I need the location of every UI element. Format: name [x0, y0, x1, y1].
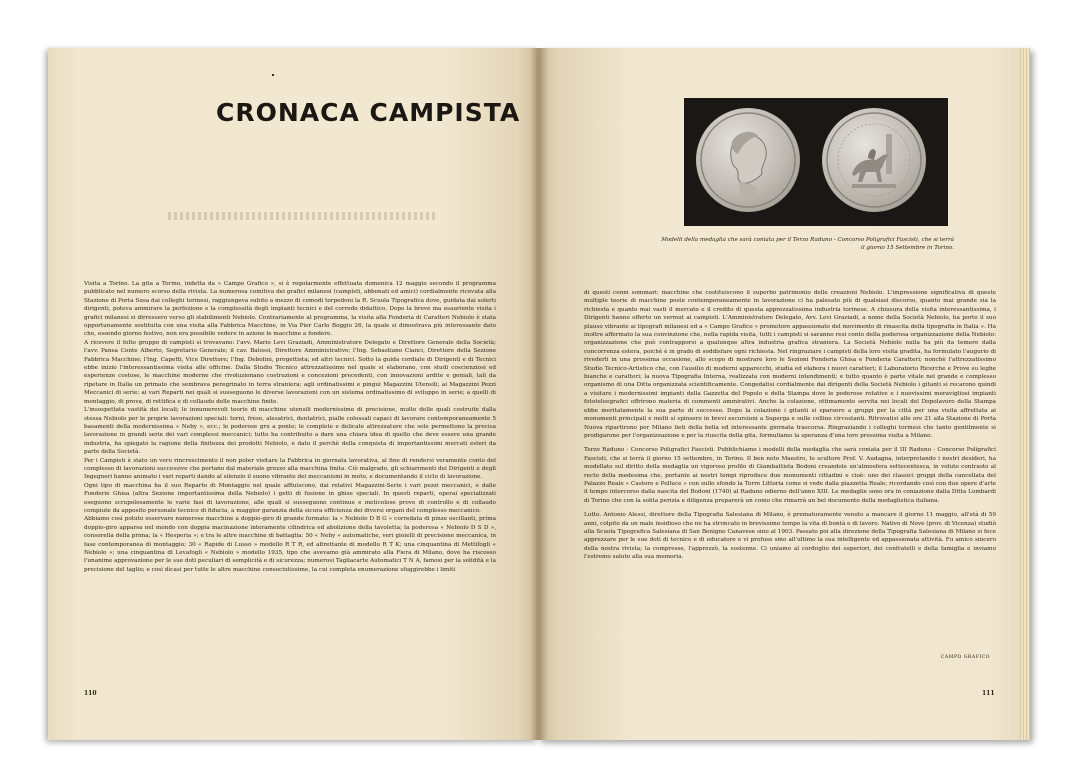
- bodoni-profile-icon: [696, 108, 800, 212]
- paragraph-lutto: Lutto. Antonio Alessi, direttore della Tipografia Salesiana di Milano, è prematuramente venuto a mancare il giorno 11 maggio, all'età di 59 anni, colpito da un male insidioso che ne ha stroncato in brevissimo tempo la vita di bontà e di lavoro. Nativo di Nove (prov. di Vicenza) studiò alla Scuola Tipografica Salesiana di San Benigno Canavese sino al 1903. Passato poi alla direzione della Tipografia Salesiana di Milano si fece apprezzare per le sue doti di tecnico e di educatore e vi profuse sino all'ultimo la sua intelligente ed appassionata attività. Fu amico sincero della nostra rivista; la compresse, l'apprezzò, la sostenne. Ci uniamo al cordoglio dei superiori, dei confratelli e della famiglia e inviamo l'estremo saluto alla sua memoria.: [584, 512, 996, 561]
- magazine-spread: [48, 48, 1030, 740]
- page-title: CRONACA CAMPISTA: [216, 98, 521, 127]
- medal-bodoni-portrait: [696, 108, 800, 212]
- show-through-text: [168, 212, 438, 220]
- book-gutter: [530, 48, 548, 740]
- medal-photograph: [684, 98, 948, 226]
- decorative-dot: [272, 74, 274, 76]
- left-page: [48, 48, 538, 740]
- paragraph-campisti: Per i Campisti è stato un vero rincrescimento il non poter visitare la Fabbrica in giornata lavorativa, al fine di rendersi veramente conto del complesso di lavorazioni successive che portano dal materiale grezzo alla macchina finita. Ciò malgrado, gli schiarimenti dei Dirigenti e degli Ingegneri hanno animato i vari reparti dando al silenzio il suono vibrante dei meccanismi in moto, e documentando il ciclo di lavorazione.: [84, 457, 496, 481]
- medal-castore-polluce: [822, 108, 926, 212]
- right-page: [538, 48, 1030, 740]
- paragraph-continuazione: di questi cenni sommari: macchine che costituiscono il superbo patrimonio delle creazioni Nebiolo. L'impressione significativa di queste multiple teorie di macchine poste contemporaneamente in lavorazione ci ha palesato più di qualsiasi discorso, quanto mai grande sia la richiesta e quanto mai vasti il mercato e il credito di questa apprezzatissima industria torinese. A chiusura della visita interessantissima, i Dirigenti hanno offerto un vermut ai campisti. L'Amministratore Delegato, Avv. Levi Graziadi, a nome della Società Nebiolo, ha porto il suo plauso vibrante ai tipografi milanesi ed a « Campo Grafico » promotore appassionato del movimento di rinascita della tipografia in Italia ». Ha inoltre affermato la sua convinzione che, nella rapida visita, tutti i campisti si saranno resi conto della poderosa organizzazione della Nebiolo: organizzazione che può contrapporsi a qualunque altra industria grafica straniera. La Società Nebiolo nulla ha più da temere dalla concorrenza estera, poichè è in grado di soddisfare ogni richiesta. Nel ringraziare i campisti della loro visita gradita, ha formulato l'augurio di rivederli in una prossima occasione, allo scopo di mostrare loro le Sezioni Fonderia Ghisa e Fonderia Caratteri; nonchè l'attrezzatissimo Studio Tecnico-Artistico che, con l'ausilio di moderni apparecchi, studia ed elabora i nuovi caratteri; il Laboratorio Ricerche e Prove su leghe bianche e caratteri; la nuova Tipografia Interna, realizzata con moderni intendimenti; e tutto quanto è parte vitale nel grande e complesso organismo di una Ditta organizzata scientificamente. Congedatisi cordialmente dai dirigenti della Società Nebiolo i gitanti si recarono quindi a visitare i modernissimi impianti della Gazzetta del Popolo e della Stampa dove le poderose rotative e i nuovissimi meravigliosi impianti fototeleegrafici offrirono materia di commenti ammirativi. Anche la colazione, ottimamente servita nei locali del Dopolavoro della Stampa ebbe meritatamente la sua parte di successo. Dopo la colazione i gitanti si sparsero a gruppi per la città per una visita affrettata ai monumenti principali e molti si spinsero in brevi escursioni a Superga e sulle colline circostanti. Ritrovatisi alle ore 21 alla Stazione di Porta Nuova ripartirono per Milano lieti della bella ed interessante giornata trascorsa. Ringraziando i colleghi torinesi che tanto gentilmente si prodigarono per l'organizzazione e per la riuscita della gita, formuliamo la speranza d'una loro prossima visita a Milano.: [584, 290, 996, 439]
- paragraph-ricevimento: A ricevere il folto gruppo di campisti si trovavano: l'avv. Mario Levi Graziadi, Amministratore Delegato e Direttore Generale della Società; l'avv. Pansa Conte Alberto, Segretario Generale; il cav. Balossi, Direttore Amministrativo; l'Ing. Sebastiano Cianci, Direttore della Sezione Fabbrica Macchine; l'Ing. Capetti, Vice Direttore; l'Ing. Debolini, progettista; ed altri tecnici. Sotto la guida cordiale di Dirigenti e di Tecnici ebbe inizio l'interessantissima visita alle officine. Dalla Studio Tecnico attrezzatissimo nel quale si elaborano, con studi coscienziosi ed esperienze costose, le macchine moderne che rivoluzionano costruzioni e concezioni precedenti, con innovazioni ardite e geniali, tali da ripetare in Italia un primato che sembrava peregrinato in terra straniera; agli ordinatissimi e pingui Magazzini Utensili; ai Magazzini Pezzi Meccanici di serie; ai vari Reparti nei quali si susseguono le diverse lavorazioni con un sistema ordinatissimo di sviluppo in serie; a quelli di montaggio, di prova, di rettifica e di collaudo delle macchine finite.: [84, 339, 496, 405]
- signature-campo-grafico: CAMPO GRAFICO: [940, 655, 990, 660]
- paragraph-visita-torino: Visita a Torino. La gita a Torino, indetta da « Campo Grafico », si è regolarmente effettuata domenica 12 maggio secondo il programma pubblicato nel numero scorso della rivista. La numerosa comitiva dei grafici milanesi (campisti, abbonati ed amici) cordialmente ricevuta alla Stazione di Porta Susa dai colleghi torinesi, raggiungeva subito a mezzo di comodi torpedoni la R. Scuola Tipografica dove, guidata dai solerti dirigenti, poteva ammirare la perfezione e la complessità degli impianti tecnici e del corredo didattico. Dopo la breve ma esauriente visita i grafici milanesi si dirressero verso gli stabilimenti Nebiolo. Contrariamente al programma, la visita alla Fonderia di Caratteri Nebiolo è stata opportunamente sostituita con una visita alla Fabbrica Macchine, in Via Pier Carlo Boggio 26, la quale si dimostrava più interessante dato che, essendo giorno festivo, non era possibile vedere in azione le macchine a fondere.: [84, 281, 496, 338]
- paragraph-locali: L'insospettata vastità dei locali; le innumerevoli teorie di macchine utensili modernissime di precisione, molte delle quali costruite dalla stessa Nebiolo per le proprie lavorazioni speciali: torni, frese, alesatrici, dentatrici, pialle colossali capaci di lavorare contemporaneamente 5 basamenti della modernissima « Neby », ecc.; le poderose gru a ponte; le complete e delicate attrezzature che sole permettono la precisa lavorazione in grandi serie dei vari complessi meccanici; tutto ha contribuito a dare una chiara idea di quello che deve essere una grande industria, ha spiegato la ragione della finitezza dei prodotti Nebiolo, e dato il perchè della conquista di importantissimi mercati esteri da parte della Società.: [84, 407, 496, 456]
- left-article-column: [84, 280, 496, 574]
- paragraph-montaggio: Ogni tipo di macchina ha il suo Reparto di Montaggio nel quale affluiscono, dai relativi Magazzini-Serie i vari pezzi meccanici, e dalle Fonderie Ghisa (altra Sezione importantissima della Nebiolo) i getti di fusione in ghise speciali. In questi reparti, operai specializzati eseguono scrupolosamente le varie fasi di lavorazione, alle quali si susseguono continue e meticolose prove di controllo e di collaudo compiute da apposito personale tecnico di fiducia, a maggior garanzia della sicura efficienza dei diversi organi del complesso meccanico.: [84, 482, 496, 514]
- horse-rider-icon: [822, 108, 926, 212]
- paragraph-macchine: Abbiamo così potuto osservare numerose macchine a doppio-giro di grande formato: la « Nebiolo D B G » corredata di pinze oscillanti, prima doppio-giro apparsa nel mondo con doppia macinazione interamente cilindrica ed abolizione della tavoletta; la poderosa « Nebiolo D S D », consorella della prima; la « Hesperia »; e tra le altre macchine di battaglia: 50 « Neby » automatiche, veri gioielli di precisione meccanica, in fase contemporanea di montaggio; 30 « Rapide di Lusso » modello R T R, ed altrettante di modello R T K; una cinquantina di Mettifogli « Nebiolo »; una cinquantina di Levafogli « Nebiolo » modello 1935, tipo che avevamo già ammirato alla Fiera di Milano, dove ha riscosso l'unanime approvazione per le sue doti peculiari di semplicità e di sicurezza; numerosi Tagliacarte Automatici T N A, famosi per la solidità e la precisione del taglio; e così dicasi per tutte le altre macchine consociutissime, la cui completa enumerazione sfuggirebbe i limiti: [84, 516, 497, 573]
- photo-caption: Modelli della medaglia che sarà coniata per il Terzo Raduno - Concorso Poligrafici Fascisti, che si terrà il giorno 15 Settembre in Torino.: [661, 237, 954, 251]
- page-number-right: 111: [982, 690, 995, 697]
- paragraph-terzo-raduno: Terzo Raduno - Concorso Poligrafici Fascisti. Pubblichiamo i modelli della medaglia che sarà coniata per il III Raduno - Concorso Poligrafici Fascisti, che si terrà il giorno 15 settembre, in Torino. Il ben noto Maestro, lo scultore Prof. V. Audagna, interpretando i nostri desideri, ha modellato sul diritto della medaglia un vigoroso profilo di Giambattista Bodoni creandole un'atmosfera settecentesca, in voluto contrasto al recto della medesima che, portante ai nostri tempi riproduce due monumenti cittadini e cioè: uno dei classici gruppi della cancellata del Palazzo Reale « Castore e Polluce » con sullo sfondo la Torre Littoria come si vede dalla piazzetta Reale; ricordando così con due opere d'arte il tempo intercorso dalla nascita del Bodoni (1740) al Raduno odierno dell'anno XIII. Le medaglie sono ora in coniazione dalla Ditta Lombardi di Torino che con la solita perizia e diligenza preparerà un conio che rimarrà un bel documento della medaglistica italiana.: [584, 447, 996, 504]
- page-number-left: 110: [84, 690, 97, 697]
- right-article-column: [584, 289, 996, 562]
